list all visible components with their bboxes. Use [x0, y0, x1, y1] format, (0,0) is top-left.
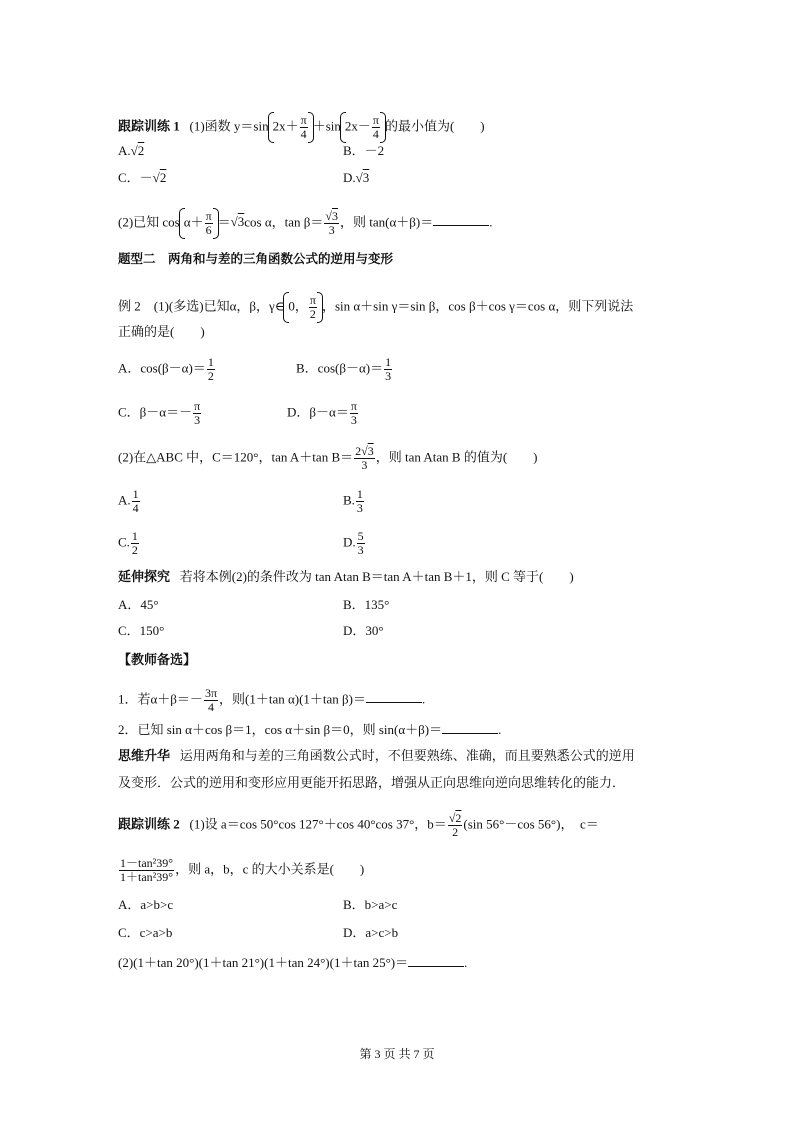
option-label: A. — [118, 143, 131, 158]
option-a — [118, 143, 144, 159]
q2-text-e: ，则 tan(α＋β)＝ — [340, 214, 434, 230]
period: . — [489, 214, 493, 230]
t2-q2-text: (2)(1＋tan 20°)(1＋tan 21°)(1＋tan 24°)(1＋tan 25°)＝ — [118, 955, 409, 970]
fraction — [350, 400, 358, 427]
p2-option-d — [343, 530, 366, 557]
q1-text-a: (1)函数 y＝sin — [189, 118, 269, 134]
example-2-text-b: ，sin α＋sin γ＝sin β，cos β＋cos γ＝cos α，则下列说法 — [321, 298, 634, 314]
item-text-b: ，则(1＋tan α)(1＋tan β)＝ — [219, 691, 367, 707]
fraction — [119, 857, 174, 884]
extension-text: 若将本例(2)的条件改为 tan Atan B＝tan A＋tan B＋1，则 C 等于( ) — [179, 569, 574, 584]
frac-den: 3 — [328, 223, 335, 237]
option-label: C．－ — [118, 170, 153, 185]
answer-blank — [433, 214, 489, 226]
t2-option-a: A．a>b>c — [118, 897, 174, 912]
frac-den: 2 — [207, 369, 214, 383]
sqrt: √3 — [230, 214, 245, 230]
frac-num: 1 — [131, 529, 138, 543]
frac-num: π — [309, 293, 316, 307]
tracking-exercise-1-label: 跟踪训练 1 — [118, 118, 180, 134]
ex2-option-c — [118, 400, 202, 427]
p2-option-c — [118, 530, 140, 557]
frac-num: √3 — [325, 209, 339, 223]
example-2-line2: 正确的是( ) — [118, 324, 205, 339]
teacher-section-title: 【教师备选】 — [118, 652, 197, 667]
ext-option-d: D．30° — [343, 623, 384, 638]
example-2-part2 — [118, 445, 537, 472]
answer-blank — [408, 955, 464, 967]
frac-num: √2 — [448, 811, 462, 825]
frac-den: 3 — [385, 369, 392, 383]
period: . — [422, 691, 426, 707]
radicand: 2 — [137, 143, 145, 158]
frac-num: 1－tan²39° — [120, 856, 174, 870]
fraction — [372, 114, 380, 141]
summary-text: 运用两角和与差的三角函数公式时，不但要熟练、准确，而且要熟悉公式的逆用 — [179, 748, 635, 763]
ext-option-c: C．150° — [118, 623, 165, 638]
q2-arg: α＋ — [183, 214, 204, 230]
coef: 2 — [355, 444, 362, 458]
frac-den: 4 — [132, 501, 139, 515]
option-text: A．cos(β－α)＝ — [118, 360, 206, 376]
paren-group — [180, 210, 218, 237]
option-label: A. — [118, 492, 131, 508]
section-title: 题型二 两角和与差的三角函数公式的逆用与变形 — [118, 251, 394, 266]
option-label: D. — [343, 170, 356, 185]
frac-num: 1 — [385, 355, 392, 369]
frac-den: 4 — [372, 127, 379, 141]
tracking-exercise-2-q2 — [118, 955, 467, 971]
fraction — [324, 210, 339, 237]
frac-den: 2 — [309, 307, 316, 321]
t2-text-c: ，则 a，b，c 的大小关系是( ) — [175, 861, 365, 877]
paren-group — [269, 114, 313, 141]
option-text: B．cos(β－α)＝ — [296, 360, 384, 376]
option-text: C．β－α＝－ — [118, 404, 193, 420]
paren-group — [284, 294, 322, 321]
fraction — [300, 114, 308, 141]
frac-num: π — [372, 113, 379, 127]
teacher-item-1 — [118, 687, 425, 714]
frac-num: π — [194, 399, 201, 413]
frac-num: 3π — [204, 686, 217, 700]
option-label: B. — [343, 492, 355, 508]
fraction — [204, 687, 218, 714]
fraction — [356, 488, 364, 515]
frac-den: 2 — [452, 825, 459, 839]
frac-den: 1＋tan²39° — [120, 870, 174, 884]
frac-den: 3 — [356, 501, 363, 515]
fraction — [448, 812, 463, 839]
frac-den: 3 — [357, 543, 364, 557]
ex2-option-a — [118, 356, 216, 383]
period: . — [498, 722, 502, 737]
fraction — [309, 294, 317, 321]
interval-start: 0， — [288, 298, 308, 314]
frac-num: 1 — [356, 487, 363, 501]
fraction — [132, 488, 140, 515]
t2-option-d: D．a>c>b — [343, 925, 399, 940]
t2-text-b: (sin 56°－cos 56°)， c＝ — [463, 816, 599, 832]
fraction — [354, 445, 375, 472]
paren-group — [341, 114, 385, 141]
fraction — [384, 356, 392, 383]
part2-text-b: ，则 tan Atan B 的值为( ) — [375, 449, 538, 465]
sqrt: √2 — [152, 170, 167, 185]
t2-option-c: C．c>a>b — [118, 925, 173, 940]
tracking-exercise-2-q1 — [118, 812, 599, 839]
frac-den: 2 — [131, 543, 138, 557]
answer-blank — [366, 691, 422, 703]
option-c — [118, 170, 166, 186]
tracking-exercise-1-q2 — [118, 210, 492, 237]
radicand: 3 — [237, 214, 245, 230]
frac-den: 4 — [300, 127, 307, 141]
part2-text-a: (2)在△ABC 中，C＝120°，tan A＋tan B＝ — [118, 449, 354, 465]
fraction — [357, 530, 365, 557]
q1-text-c: ＋sin — [312, 118, 341, 134]
radicand: 3 — [362, 170, 370, 185]
example-2-line1 — [118, 294, 633, 321]
frac-num: 2√3 — [355, 444, 374, 458]
sqrt: √3 — [355, 170, 370, 185]
sqrt: √2 — [130, 143, 145, 158]
q1-arg-a: 2x＋ — [272, 118, 299, 134]
q2-text-a: (2)已知 cos — [118, 214, 180, 230]
tracking-exercise-2-label: 跟踪训练 2 — [118, 816, 180, 832]
option-d — [343, 170, 369, 186]
option-text: D．β－α＝ — [287, 404, 349, 420]
item-text-a: 1．若α＋β＝－ — [118, 691, 203, 707]
ex2-option-b — [296, 356, 393, 383]
q1-arg-b: 2x－ — [344, 118, 371, 134]
option-label: C. — [118, 534, 130, 550]
frac-den: 3 — [194, 413, 201, 427]
tracking-exercise-2-q1-cont — [118, 857, 364, 884]
ext-option-b: B．135° — [343, 597, 390, 612]
frac-num: 1 — [132, 487, 139, 501]
extension-label: 延伸探究 — [118, 569, 171, 584]
radicand: 2 — [455, 811, 462, 825]
frac-den: 4 — [207, 700, 214, 714]
ext-option-a: A．45° — [118, 597, 159, 612]
page-footer: 第 3 页 共 7 页 — [359, 1047, 435, 1061]
fraction — [207, 356, 215, 383]
option-b: B．－2 — [343, 143, 385, 158]
frac-den: 3 — [361, 458, 368, 472]
radicand: 3 — [367, 444, 374, 458]
q1-text-e: 的最小值为( ) — [384, 118, 485, 134]
frac-den: 6 — [205, 223, 212, 237]
q2-text-d: cos α，tan β＝ — [244, 214, 324, 230]
option-label: D. — [343, 534, 356, 550]
frac-den: 3 — [350, 413, 357, 427]
example-2-text-a: 例 2 (1)(多选)已知α，β，γ∈ — [118, 298, 285, 314]
t2-text-a: (1)设 a＝cos 50°cos 127°＋cos 40°cos 37°，b＝ — [189, 816, 447, 832]
p2-option-b — [343, 488, 365, 515]
summary-label: 思维升华 — [118, 748, 171, 763]
answer-blank — [442, 722, 498, 734]
fraction — [205, 210, 213, 237]
ex2-option-d — [287, 400, 359, 427]
radicand: 2 — [159, 170, 167, 185]
frac-num: 5 — [357, 529, 364, 543]
item-text: 2．已知 sin α＋cos β＝1，cos α＋sin β＝0，则 sin(α＋β)＝ — [118, 722, 443, 737]
p2-option-a — [118, 488, 141, 515]
tracking-exercise-1-q1 — [118, 114, 485, 141]
t2-option-b: B．b>a>c — [343, 897, 398, 912]
fraction — [193, 400, 201, 427]
teacher-item-2 — [118, 722, 501, 738]
fraction — [131, 530, 139, 557]
period: . — [464, 955, 468, 970]
extension-question — [118, 569, 574, 585]
summary-line2: 及变形．公式的逆用和变形应用更能开拓思路，增强从正向思维向逆向思维转化的能力． — [118, 775, 626, 790]
frac-num: π — [350, 399, 357, 413]
frac-num: 1 — [207, 355, 214, 369]
q2-text-c: ＝ — [217, 214, 231, 230]
summary-line1 — [118, 748, 635, 764]
frac-num: π — [300, 113, 307, 127]
radicand: 3 — [332, 209, 339, 223]
frac-num: π — [205, 209, 212, 223]
